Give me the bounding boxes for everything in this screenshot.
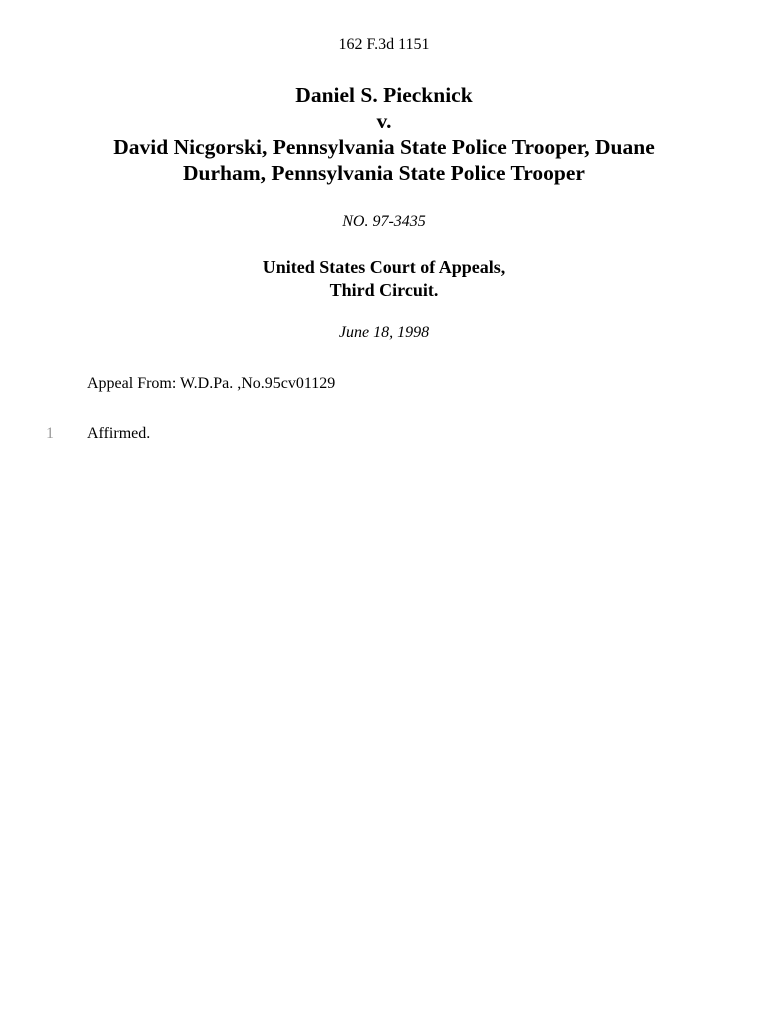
appeal-from-line: Appeal From: W.D.Pa. ,No.95cv01129 [87,375,336,392]
plaintiff-name: Daniel S. Piecknick [295,83,473,107]
paragraph-number: 1 [46,425,54,442]
docket-number: NO. 97-3435 [342,213,426,230]
paragraph-text: Affirmed. [87,425,151,442]
case-citation: 162 F.3d 1151 [338,36,430,53]
court-name-line-1: United States Court of Appeals, [262,257,506,277]
case-caption [40,82,728,186]
defendants-line-1: David Nicgorski, Pennsylvania State Police Trooper, Duane [113,135,655,159]
defendants-line-2: Durham, Pennsylvania State Police Trooper [183,161,585,185]
court-name [0,256,768,302]
decision-date: June 18, 1998 [338,324,430,341]
versus-label: v. [376,109,392,133]
court-name-line-2: Third Circuit. [329,280,439,300]
